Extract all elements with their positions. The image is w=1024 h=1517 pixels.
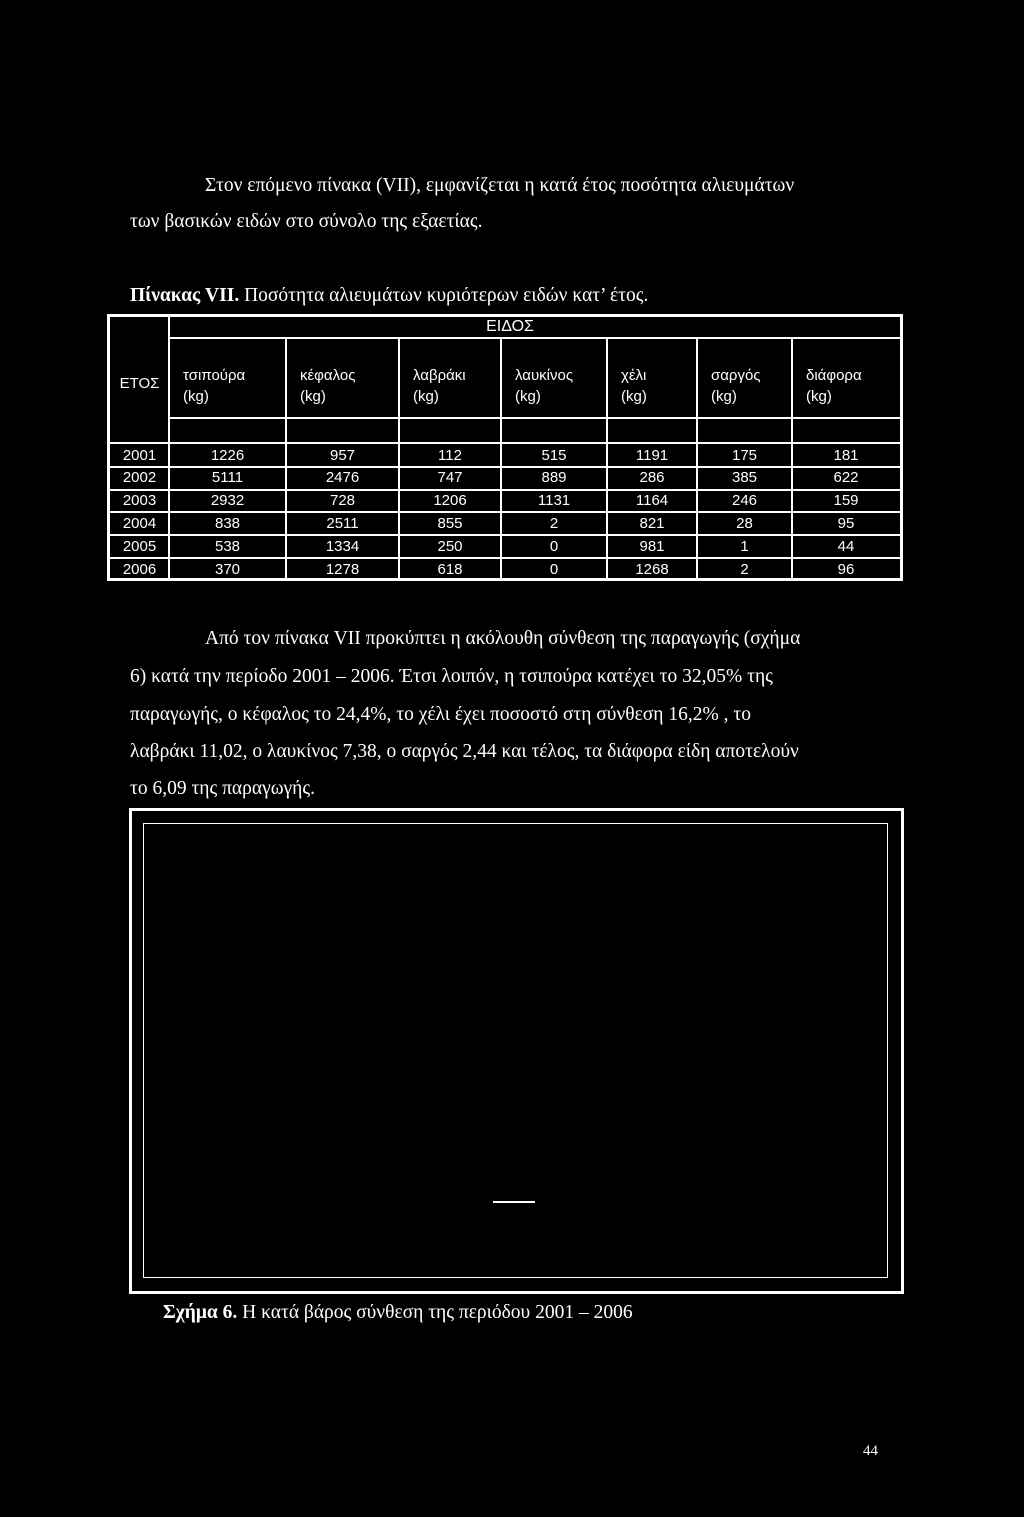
table-cell: 250	[437, 537, 463, 555]
table-cell: 1206	[433, 492, 467, 510]
table-cell: 5111	[211, 469, 244, 487]
species-header-unit: (kg)	[300, 388, 326, 405]
table-cell: 747	[437, 469, 463, 487]
figure-mark	[493, 1201, 535, 1203]
figure-caption-label: Σχήμα 6.	[163, 1302, 238, 1323]
table-cell: 385	[731, 469, 758, 487]
table-cell: 1226	[210, 446, 245, 464]
table-cell: 838	[214, 514, 241, 532]
table-cell: 1278	[325, 560, 360, 578]
table-cell: 2	[549, 514, 559, 532]
table-rule	[285, 337, 287, 581]
analysis-line-3: παραγωγής, ο κέφαλος το 24,4%, το χέλι έχει ποσοστό στη σύνθεση 16,2% , το	[130, 704, 751, 725]
page-number: 44	[863, 1443, 878, 1459]
table-rule	[398, 337, 400, 581]
analysis-line-1: Από τον πίνακα VII προκύπτει η ακόλουθη σύνθεση της παραγωγής (σχήμα	[205, 628, 801, 649]
year-cell: 2001	[122, 446, 157, 464]
intro-line-2: των βασικών ειδών στο σύνολο της εξαετίας.	[130, 211, 483, 232]
species-header-unit: (kg)	[183, 388, 209, 405]
species-header-unit: (kg)	[711, 388, 737, 405]
table-cell: 2	[740, 560, 749, 578]
table-cell: 889	[541, 469, 567, 487]
table-cell: 370	[214, 560, 241, 578]
table-rule	[500, 337, 502, 581]
year-cell: 2003	[122, 492, 157, 510]
table-cell: 2476	[325, 469, 360, 487]
table-rule	[110, 442, 900, 444]
figure-frame	[129, 808, 904, 1294]
table-rule	[110, 534, 900, 536]
analysis-line-5: το 6,09 της παραγωγής.	[130, 778, 315, 799]
table-cell: 1191	[635, 446, 669, 464]
table-caption-text: Ποσότητα αλιευμάτων κυριότερων ειδών κατ’ έτος.	[244, 285, 649, 306]
table-rule	[110, 557, 900, 559]
table-cell: 1334	[325, 537, 360, 555]
table-cell: 181	[833, 446, 859, 464]
table-cell: 112	[438, 446, 462, 464]
table-cell: 28	[736, 514, 753, 532]
species-header-name: σαργός	[711, 367, 761, 384]
table-rule	[110, 489, 900, 491]
species-header-unit: (kg)	[515, 388, 541, 405]
table-cell: 2511	[326, 514, 359, 532]
year-cell: 2006	[122, 560, 157, 578]
analysis-line-4: λαβράκι 11,02, ο λαυκίνος 7,38, ο σαργός 2,44 και τέλος, τα διάφορα είδη αποτελούν	[130, 741, 799, 762]
table-cell: 246	[731, 492, 758, 510]
figure-caption	[163, 1302, 633, 1324]
table-caption-label: Πίνακας VII.	[130, 285, 240, 306]
table-cell: 1131	[537, 492, 571, 510]
year-cell: 2004	[122, 514, 157, 532]
catch-table	[107, 314, 903, 581]
table-rule	[606, 337, 608, 581]
table-cell: 175	[731, 446, 758, 464]
year-cell: 2005	[122, 537, 157, 555]
table-cell: 1164	[635, 492, 669, 510]
year-cell: 2002	[122, 469, 157, 487]
table-cell: 286	[639, 469, 665, 487]
species-header-name: τσιπούρα	[183, 367, 246, 384]
table-cell: 2932	[210, 492, 245, 510]
species-header-unit: (kg)	[806, 388, 832, 405]
table-cell: 1268	[635, 560, 669, 578]
table-cell: 728	[329, 492, 356, 510]
table-cell: 0	[549, 560, 559, 578]
table-cell: 95	[837, 514, 855, 532]
table-rule	[791, 337, 793, 581]
table-rule	[110, 511, 900, 513]
table-cell: 538	[214, 537, 241, 555]
species-header-name: λαβράκι	[413, 367, 466, 384]
table-cell: 821	[639, 514, 665, 532]
table-rule	[696, 337, 698, 581]
table-cell: 96	[837, 560, 855, 578]
figure-plot-area	[143, 823, 888, 1278]
table-cell: 981	[639, 537, 665, 555]
table-cell: 159	[833, 492, 859, 510]
analysis-line-2: 6) κατά την περίοδο 2001 – 2006. Έτσι λοιπόν, η τσιπούρα κατέχει το 32,05% της	[130, 666, 773, 687]
year-header: ΕΤΟΣ	[119, 375, 160, 392]
intro-line-1: Στον επόμενο πίνακα (VII), εμφανίζεται η κατά έτος ποσότητα αλιευμάτων	[205, 175, 795, 196]
table-caption	[130, 285, 648, 307]
group-header: ΕΙΔΟΣ	[486, 318, 534, 335]
figure-caption-text: Η κατά βάρος σύνθεση της περιόδου 2001 – 2006	[242, 1302, 633, 1323]
table-cell: 957	[329, 446, 356, 464]
table-cell: 855	[437, 514, 463, 532]
species-header-unit: (kg)	[413, 388, 439, 405]
species-header-unit: (kg)	[621, 388, 647, 405]
species-header-name: κέφαλος	[300, 367, 356, 384]
table-cell: 515	[541, 446, 567, 464]
table-cell: 622	[833, 469, 859, 487]
table-rule	[110, 466, 900, 468]
table-cell: 618	[437, 560, 463, 578]
table-rule	[168, 317, 170, 581]
species-header-name: χέλι	[621, 367, 647, 384]
table-cell: 0	[549, 537, 559, 555]
species-header-name: διάφορα	[806, 367, 862, 384]
table-cell: 44	[837, 537, 855, 555]
species-header-name: λαυκίνος	[515, 367, 574, 384]
table-cell: 1	[740, 537, 749, 555]
